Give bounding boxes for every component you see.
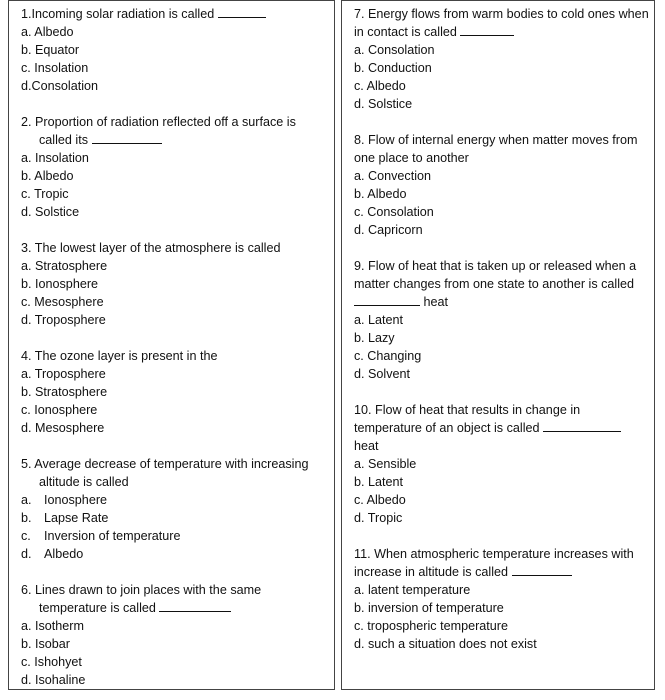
answer-blank: [512, 564, 572, 576]
q8-option-c: c. Consolation: [354, 205, 434, 219]
question-2-line-1: 2. Proportion of radiation reflected off a surface is: [21, 115, 296, 129]
q10-option-a: a. Sensible: [354, 457, 417, 471]
left-column: [8, 0, 335, 690]
q9-option-d: d. Solvent: [354, 367, 411, 381]
q6-option-d: d. Isohaline: [21, 673, 86, 687]
question-8-line-1: 8. Flow of internal energy when matter moves from: [354, 133, 638, 147]
answer-blank: [543, 420, 621, 432]
q11-option-c: c. tropospheric temperature: [354, 619, 508, 633]
q3-option-d: d. Troposphere: [21, 313, 106, 327]
question-5-line-2: altitude is called: [39, 475, 129, 489]
q7-option-c: c. Albedo: [354, 79, 406, 93]
q8-option-d: d. Capricorn: [354, 223, 423, 237]
q6-option-c: c. Ishohyet: [21, 655, 82, 669]
q1-option-d: d.Consolation: [21, 79, 99, 93]
question-2-line-2: called its: [39, 131, 162, 149]
q5-option-c-letter: c.: [21, 529, 31, 543]
question-11-line-2: increase in altitude is called: [354, 563, 572, 581]
right-column: [341, 0, 655, 690]
q5-option-c-text: Inversion of temperature: [44, 529, 181, 543]
question-6-line-1: 6. Lines drawn to join places with the same: [21, 583, 262, 597]
question-10-line-3: heat: [354, 439, 379, 453]
q10-option-b: b. Latent: [354, 475, 404, 489]
q2-option-a: a. Insolation: [21, 151, 89, 165]
question-7-line-2: in contact is called: [354, 23, 514, 41]
q11-option-d: d. such a situation does not exist: [354, 637, 537, 651]
q2-option-b: b. Albedo: [21, 169, 74, 183]
question-9-line-1: 9. Flow of heat that is taken up or released when a: [354, 259, 637, 273]
q11-option-b: b. inversion of temperature: [354, 601, 504, 615]
q9-option-a: a. Latent: [354, 313, 404, 327]
q7-option-b: b. Conduction: [354, 61, 432, 75]
question-4: 4. The ozone layer is present in the: [21, 349, 218, 363]
q7-option-a: a. Consolation: [354, 43, 435, 57]
question-11-line-1: 11. When atmospheric temperature increases with: [354, 547, 634, 561]
q11-option-a: a. latent temperature: [354, 583, 471, 597]
q7-option-d: d. Solstice: [354, 97, 413, 111]
question-10-line-1: 10. Flow of heat that results in change in: [354, 403, 581, 417]
question-7-line-1: 7. Energy flows from warm bodies to cold ones when: [354, 7, 649, 21]
answer-blank: [159, 600, 231, 612]
q6-option-b: b. Isobar: [21, 637, 71, 651]
q4-option-b: b. Stratosphere: [21, 385, 108, 399]
q5-option-b-text: Lapse Rate: [44, 511, 109, 525]
q1-option-c: c. Insolation: [21, 61, 89, 75]
question-6-line-2: temperature is called: [39, 599, 231, 617]
q10-option-c: c. Albedo: [354, 493, 406, 507]
q2-option-c: c. Tropic: [21, 187, 69, 201]
q9-option-c: c. Changing: [354, 349, 422, 363]
q8-option-b: b. Albedo: [354, 187, 407, 201]
q4-option-c: c. Ionosphere: [21, 403, 98, 417]
q10-option-d: d. Tropic: [354, 511, 403, 525]
q6-option-a: a. Isotherm: [21, 619, 84, 633]
q5-option-d-letter: d.: [21, 547, 32, 561]
question-3: 3. The lowest layer of the atmosphere is called: [21, 241, 281, 255]
q1-option-a: a. Albedo: [21, 25, 74, 39]
answer-blank: [354, 294, 420, 306]
q3-option-c: c. Mesosphere: [21, 295, 104, 309]
q4-option-a: a. Troposphere: [21, 367, 106, 381]
question-9-line-2: matter changes from one state to another is called: [354, 277, 635, 291]
q5-option-a-letter: a.: [21, 493, 32, 507]
answer-blank: [460, 24, 514, 36]
q3-option-b: b. Ionosphere: [21, 277, 99, 291]
question-9-line-3: heat: [354, 293, 448, 311]
question-8-line-2: one place to another: [354, 151, 469, 165]
q9-option-b: b. Lazy: [354, 331, 395, 345]
q5-option-d-text: Albedo: [44, 547, 84, 561]
q4-option-d: d. Mesosphere: [21, 421, 105, 435]
question-1: 1.Incoming solar radiation is called: [21, 5, 266, 23]
q2-option-d: d. Solstice: [21, 205, 80, 219]
q1-option-b: b. Equator: [21, 43, 80, 57]
q5-option-b-letter: b.: [21, 511, 32, 525]
answer-blank: [218, 6, 266, 18]
answer-blank: [92, 132, 162, 144]
q3-option-a: a. Stratosphere: [21, 259, 108, 273]
question-10-line-2: temperature of an object is called: [354, 419, 621, 437]
q5-option-a-text: Ionosphere: [44, 493, 108, 507]
question-5-line-1: 5. Average decrease of temperature with increasing: [21, 457, 309, 471]
q8-option-a: a. Convection: [354, 169, 432, 183]
